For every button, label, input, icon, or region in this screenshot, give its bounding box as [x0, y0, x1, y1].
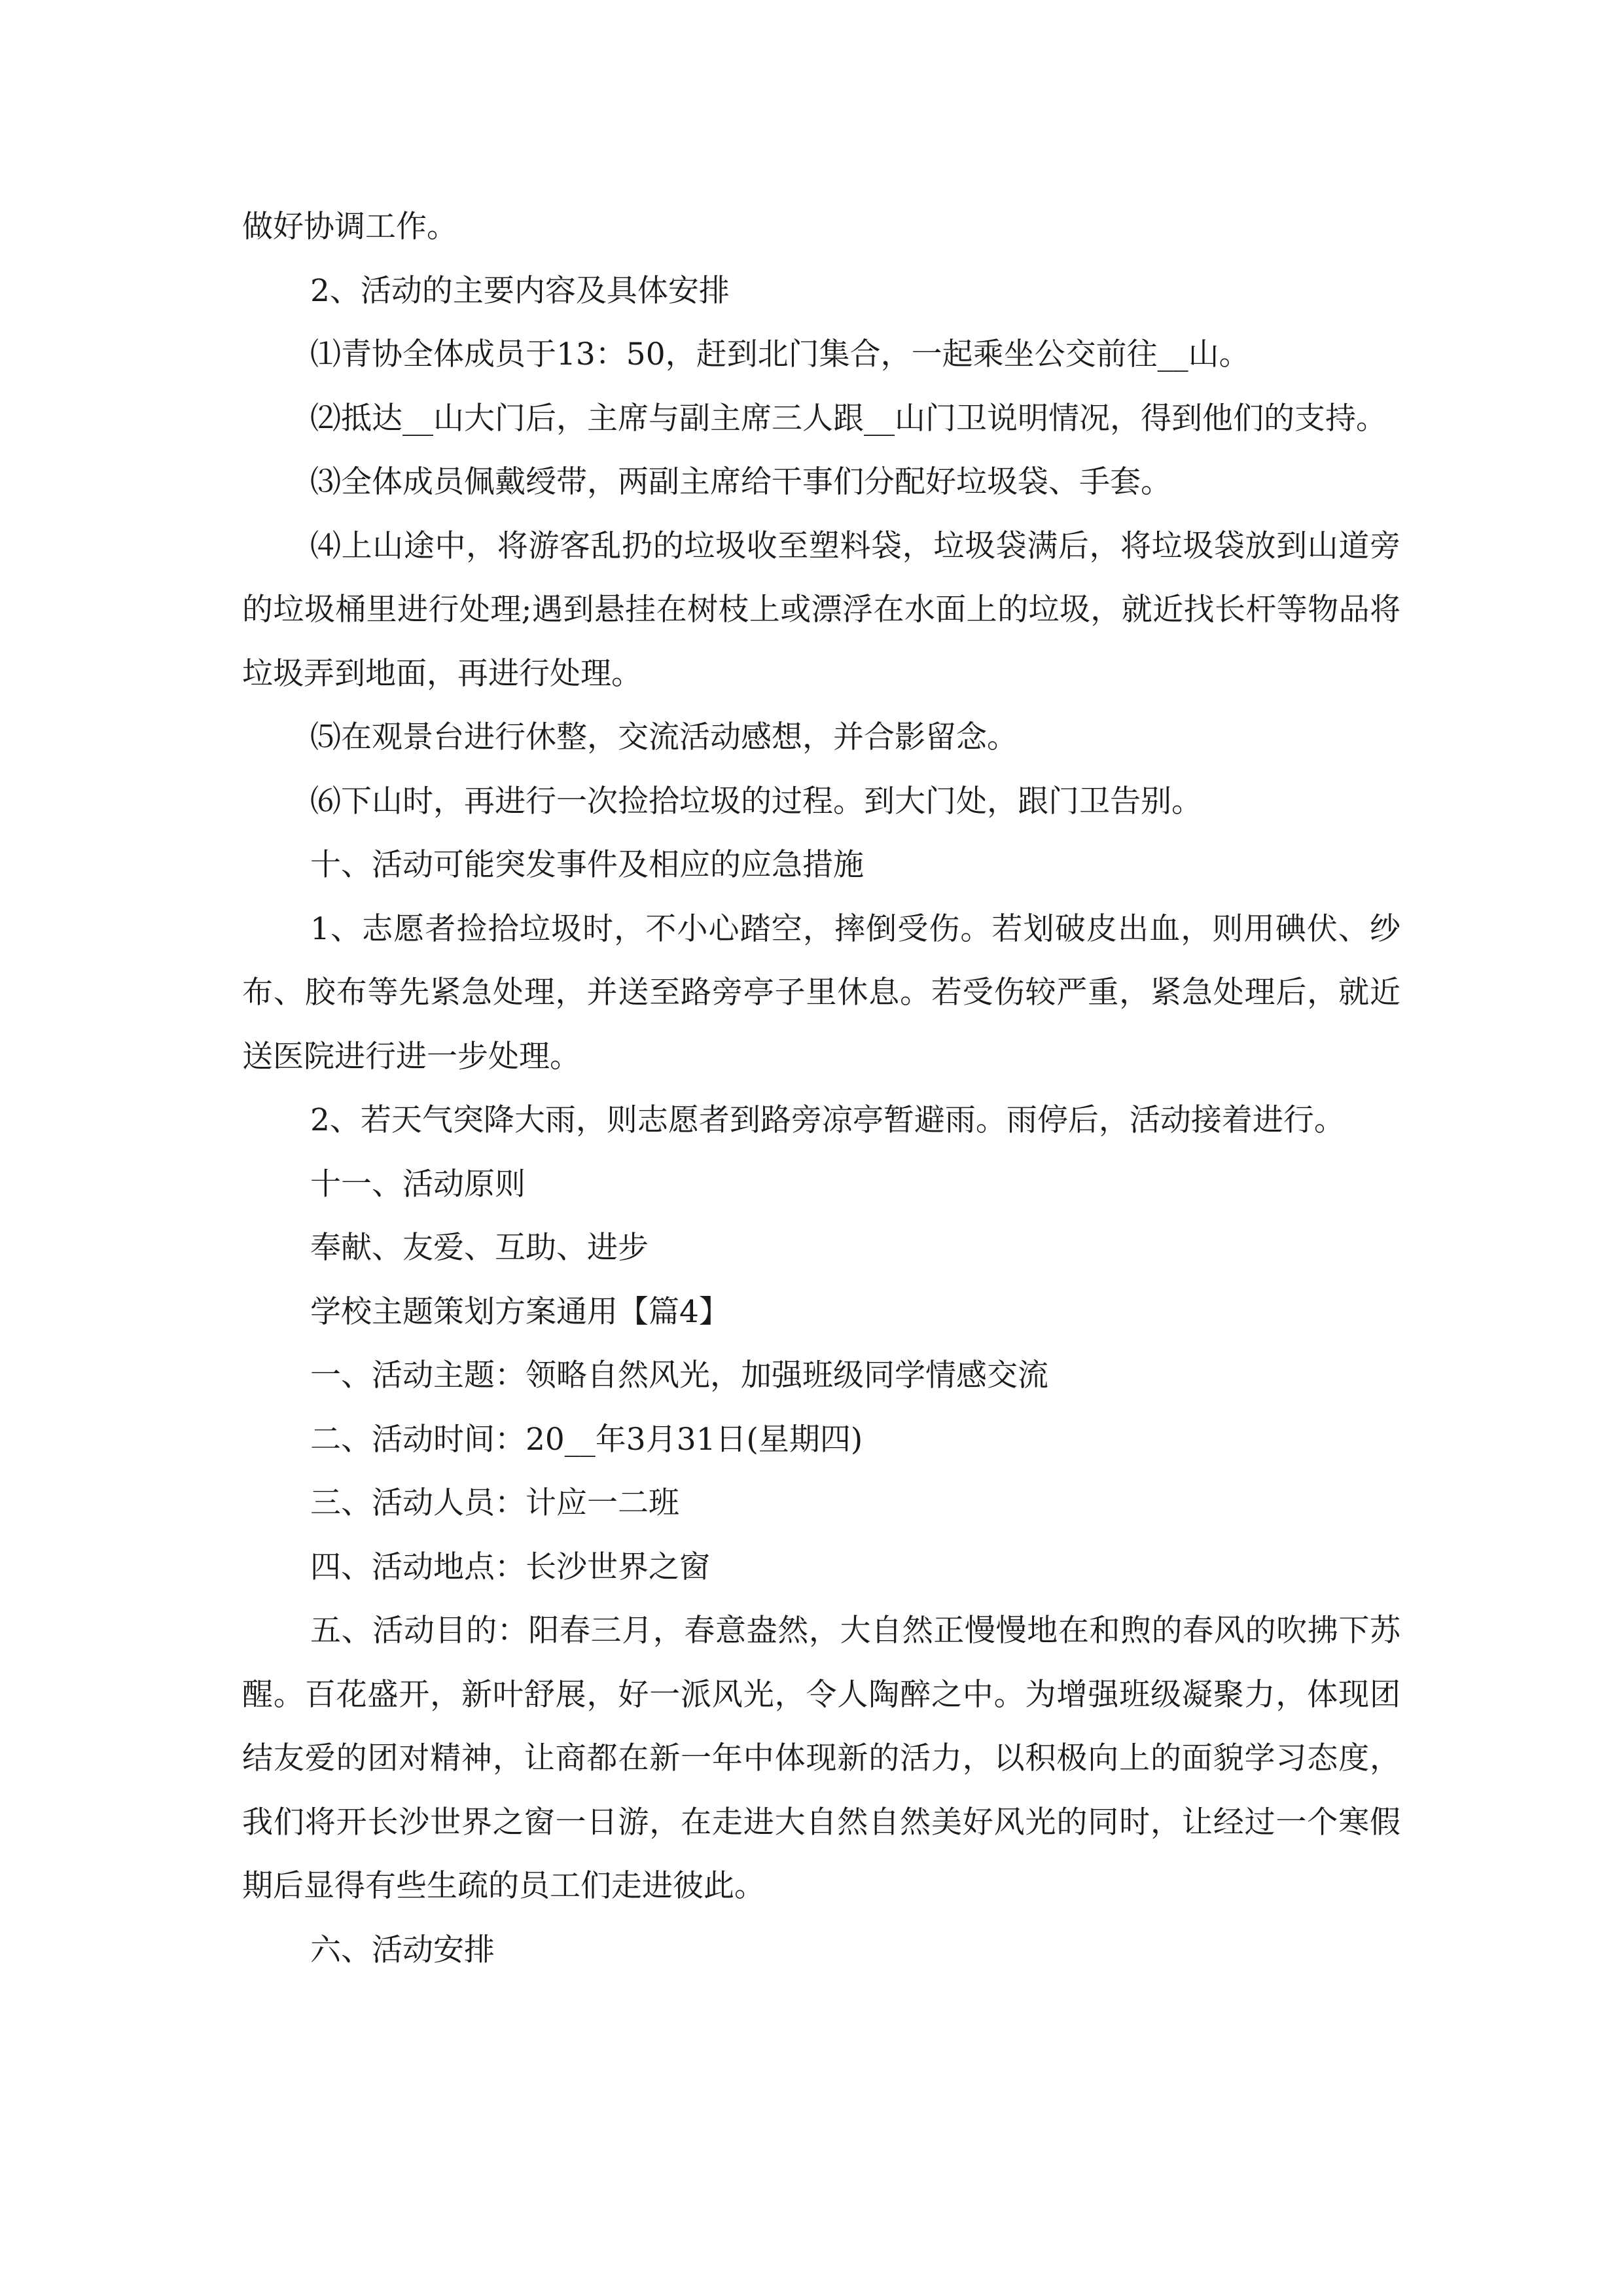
paragraph: 做好协调工作。 — [242, 209, 457, 245]
paragraph: 学校主题策划方案通用【篇4】 — [310, 1293, 730, 1330]
paragraph: 六、活动安排 — [310, 1931, 495, 1968]
paragraph: 二、活动时间：20__年3月31日(星期四) — [310, 1421, 863, 1458]
paragraph: ⑵抵达__山大门后，主席与副主席三人跟__山门卫说明情况，得到他们的支持。 — [310, 400, 1387, 437]
paragraph: 一、活动主题：领略自然风光，加强班级同学情感交流 — [310, 1357, 1048, 1393]
document-body — [242, 195, 1400, 1982]
paragraph: 五、活动目的：阳春三月，春意盎然，大自然正慢慢地在和煦的春风的吹拂下苏醒。百花盛开，新叶舒展，好一派风光，令人陶醉之中。为增强班级凝聚力，体现团结友爱的团对精神，让商都在新一年中体现新的活力，以积极向上的面貌学习态度，我们将开长沙世界之窗一日游，在走进大自然自然美好风光的同时，让经过一个寒假期后显得有些生疏的员工们走进彼此。 — [242, 1613, 1400, 1904]
paragraph: 三、活动人员：计应一二班 — [310, 1485, 679, 1521]
paragraph: 1、志愿者捡拾垃圾时，不小心踏空，摔倒受伤。若划破皮出血，则用碘伏、纱布、胶布等先紧急处理，并送至路旁亭子里休息。若受伤较严重，紧急处理后，就近送医院进行进一步处理。 — [242, 910, 1400, 1075]
paragraph: ⑶全体成员佩戴绶带，两副主席给干事们分配好垃圾袋、手套。 — [310, 464, 1171, 500]
paragraph: 十、活动可能突发事件及相应的应急措施 — [310, 847, 864, 883]
paragraph: 奉献、友爱、互助、进步 — [310, 1230, 649, 1266]
paragraph: 十一、活动原则 — [310, 1166, 526, 1202]
paragraph: ⑹下山时，再进行一次捡拾垃圾的过程。到大门处，跟门卫告别。 — [310, 783, 1202, 819]
paragraph: 2、若天气突降大雨，则志愿者到路旁凉亭暂避雨。雨停后，活动接着进行。 — [310, 1102, 1345, 1138]
paragraph: 2、活动的主要内容及具体安排 — [310, 272, 730, 309]
paragraph: ⑷上山途中，将游客乱扔的垃圾收至塑料袋，垃圾袋满后，将垃圾袋放到山道旁的垃圾桶里进行处理;遇到悬挂在树枝上或漂浮在水面上的垃圾，就近找长杆等物品将垃圾弄到地面，再进行处理。 — [242, 528, 1400, 692]
paragraph: ⑸在观景台进行休整，交流活动感想，并合影留念。 — [310, 719, 1018, 755]
paragraph: 四、活动地点：长沙世界之窗 — [310, 1549, 710, 1585]
paragraph: ⑴青协全体成员于13：50，赶到北门集合，一起乘坐公交前往__山。 — [310, 336, 1250, 372]
